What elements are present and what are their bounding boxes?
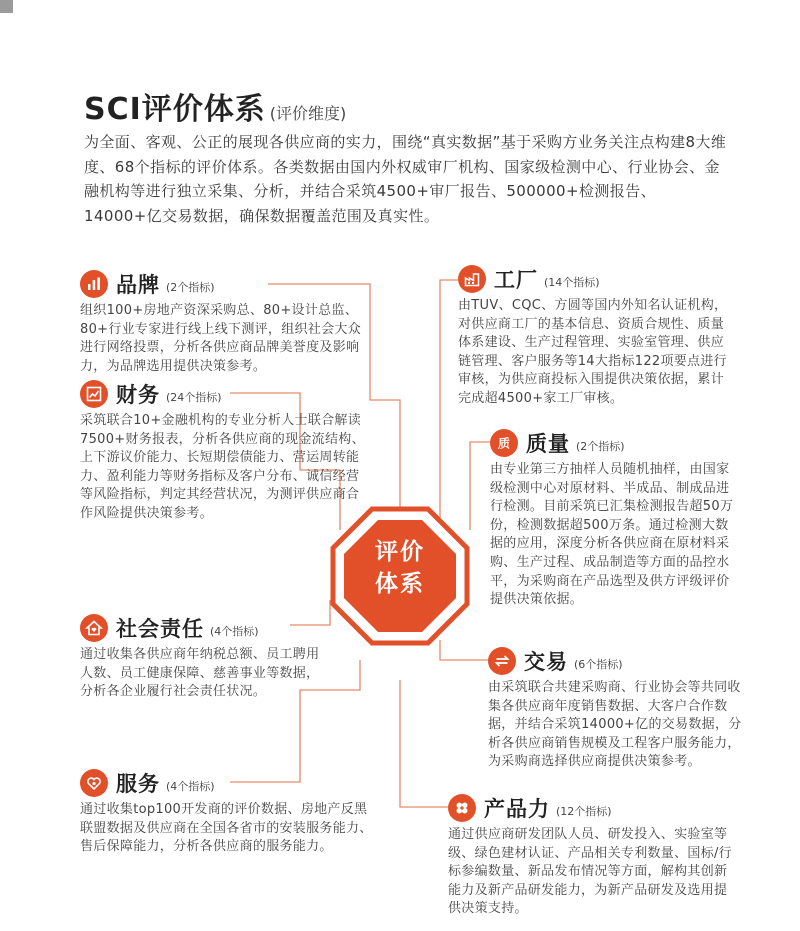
exchange-icon	[488, 647, 516, 675]
section-trade-text: 由采筑联合共建采购商、行业协会等共同收集各供应商年度销售数据、大客户合作数据，并结合采筑14000+亿的交易数据，分析各供应商销售规模及工程客户服务能力，为采购商选择供应商提供决策参考。	[488, 680, 742, 770]
connector-trade	[440, 640, 488, 660]
section-factory	[458, 263, 733, 409]
section-brand	[80, 268, 370, 376]
title-subtitle: (评价维度)	[269, 104, 347, 123]
section-social-title: 社会责任	[116, 617, 204, 641]
section-trade	[488, 645, 743, 772]
section-finance-title: 财务	[116, 383, 160, 407]
section-quality	[490, 427, 735, 610]
section-quality-title: 质量	[526, 432, 570, 456]
section-finance-count: (24个指标)	[166, 391, 222, 404]
title-text: SCI评价体系	[84, 92, 266, 127]
section-product-title: 产品力	[484, 797, 550, 821]
intro-paragraph: 为全面、客观、公正的展现各供应商的实力，围绕“真实数据”基于采购方业务关注点构建8大维度、68个指标的评价体系。各类数据由国内外权威审厂机构、国家级检测中心、行业协会、金融机构等进行独立采集、分析，并结合采筑4500+审厂报告、500000+检测报告、14000+亿交易数据，确保数据覆盖范围及真实性。	[84, 133, 727, 225]
finance-chart-icon	[80, 380, 108, 408]
home-heart-icon	[80, 614, 108, 642]
center-line-1: 评价	[375, 539, 425, 565]
section-service-text: 通过收集top100开发商的评价数据、房地产反黑联盟数据及供应商在全国各省市的安装服务能力、售后保障能力，分析各供应商的服务能力。	[80, 802, 373, 855]
section-trade-count: (6个指标)	[574, 658, 623, 671]
section-service	[80, 767, 380, 857]
section-social-count: (4个指标)	[210, 625, 259, 638]
section-quality-count: (2个指标)	[576, 440, 625, 453]
factory-icon	[458, 265, 486, 293]
section-finance-text: 采筑联合10+金融机构的专业分析人士联合解读7500+财务报表，分析各供应商的现金流结构、上下游议价能力、长短期偿债能力、营运周转能力、盈利能力等财务指标及客户分布、诚信经营等风险指标，判定其经营状况，为测评供应商合作风险提供决策参考。	[80, 413, 365, 521]
section-product-count: (12个指标)	[556, 805, 612, 818]
flower-icon	[448, 794, 476, 822]
section-trade-title: 交易	[524, 650, 568, 674]
section-service-count: (4个指标)	[166, 780, 215, 793]
section-factory-title: 工厂	[494, 268, 538, 292]
section-product-text: 通过供应商研发团队人员、研发投入、实验室等级、绿色建材认证、产品相关专利数量、国标/行标参编数量、新品发布情况等方面，解构其创新能力及新产品研发能力，为新产品研发及选用提供决策支持。	[448, 827, 732, 917]
svg-text:质: 质	[497, 436, 511, 451]
handshake-icon	[80, 769, 108, 797]
section-social-text: 通过收集各供应商年纳税总额、员工聘用人数、员工健康保障、慈善事业等数据，分析各企业履行社会责任状况。	[80, 647, 320, 700]
section-brand-title: 品牌	[116, 273, 160, 297]
center-label	[344, 536, 456, 600]
section-brand-count: (2个指标)	[166, 281, 215, 294]
section-product	[448, 792, 738, 919]
section-quality-text: 由专业第三方抽样人员随机抽样，由国家级检测中心对原材料、半成品、制成品进行检测。目前采筑已汇集检测报告超50万份，检测数据超500万条。通过检测大数据的应用，深度分析各供应商在原材料采购、生产过程、成品制造等方面的品控水平，为采购商在产品选型及供方评级评价提供决策依据。	[490, 462, 734, 608]
quality-seal-icon	[490, 429, 518, 457]
connector-factory	[440, 280, 458, 520]
section-service-title: 服务	[116, 772, 160, 796]
connector-quality	[470, 442, 490, 530]
section-factory-text: 由TUV、CQC、方圆等国内外知名认证机构，对供应商工厂的基本信息、资质合规性、质量体系建设、生产过程管理、实验室管理、供应链管理、客户服务等14大指标122项要点进行审核，为供应商投标入围提供决策依据，累计完成超4500+家工厂审核。	[458, 298, 728, 406]
connector-product	[400, 680, 448, 807]
section-factory-count: (14个指标)	[544, 276, 600, 289]
center-line-2: 体系	[375, 571, 425, 597]
section-finance	[80, 378, 370, 524]
section-brand-text: 组织100+房地产资深采购总、80+设计总监、80+行业专家进行线上线下测评，组织社会大众进行网络投票，分析各供应商品牌美誉度及影响力，为品牌选用提供决策参考。	[80, 303, 362, 374]
section-social	[80, 612, 330, 702]
bar-chart-icon	[80, 270, 108, 298]
